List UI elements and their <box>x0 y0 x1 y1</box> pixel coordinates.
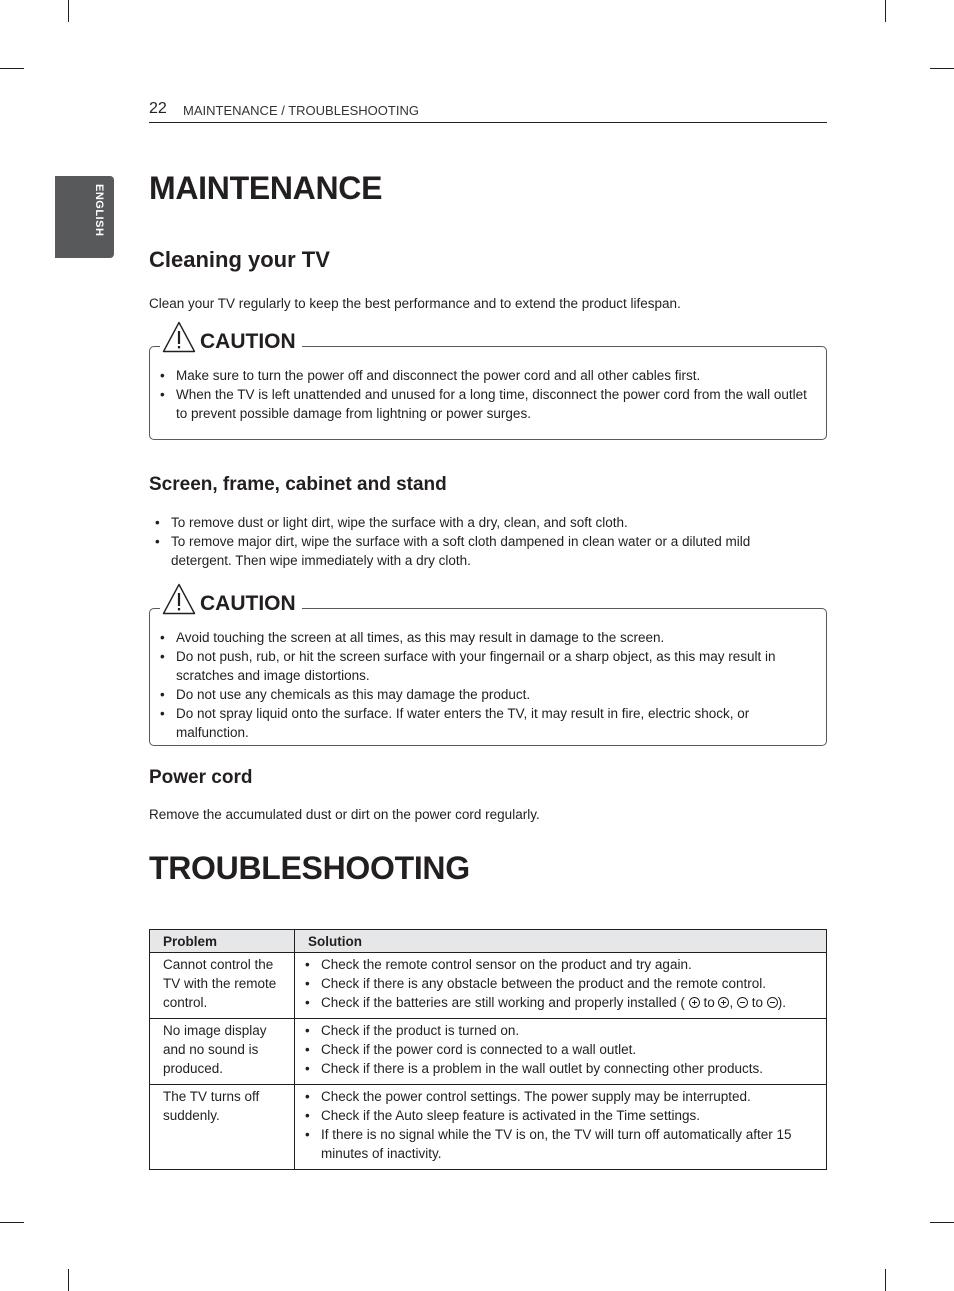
list-item: • To remove dust or light dirt, wipe the surface with a dry, clean, and soft cloth. <box>145 513 805 532</box>
column-header-problem: Problem <box>150 930 295 953</box>
crop-mark <box>885 0 886 22</box>
running-title: MAINTENANCE / TROUBLESHOOTING <box>183 103 419 118</box>
battery-suffix: ). <box>777 995 787 1010</box>
list-item: • Avoid touching the screen at all times, as this may result in damage to the screen. <box>150 628 814 647</box>
problem-cell: The TV turns off suddenly. <box>150 1085 295 1170</box>
list-item: • Check if the Auto sleep feature is activated in the Time settings. <box>299 1106 816 1125</box>
solution-list <box>299 1021 816 1078</box>
caution-label: CAUTION <box>200 330 296 353</box>
table-row <box>150 1019 827 1085</box>
plus-terminal-icon <box>689 997 700 1008</box>
crop-mark <box>930 68 954 69</box>
list-item: • If there is no signal while the TV is on, the TV will turn off automatically after 15 minutes of inactivity. <box>299 1125 816 1163</box>
crop-mark <box>885 1269 886 1291</box>
solution-cell <box>295 1085 827 1170</box>
minus-terminal-icon <box>737 997 748 1008</box>
caution-box-screen <box>149 592 827 746</box>
list-item: • Check if there is any obstacle between the product and the remote control. <box>299 974 816 993</box>
crop-mark <box>0 68 24 69</box>
screen-heading: Screen, frame, cabinet and stand <box>149 474 447 495</box>
language-tab <box>55 176 114 258</box>
crop-mark <box>930 1222 954 1223</box>
table-row <box>150 953 827 1019</box>
list-item: • Check if there is a problem in the wall outlet by connecting other products. <box>299 1059 816 1078</box>
caution-box-cleaning <box>149 330 827 440</box>
warning-icon <box>162 583 196 615</box>
solution-list <box>299 955 816 1012</box>
table-header-row <box>150 930 827 953</box>
maintenance-title: MAINTENANCE <box>149 170 383 206</box>
list-item: • Check if the power cord is connected to a wall outlet. <box>299 1040 816 1059</box>
power-cord-heading: Power cord <box>149 767 253 788</box>
list-item: • Do not spray liquid onto the surface. If water enters the TV, it may result in fire, electric shock, or malfunction. <box>150 704 814 742</box>
list-item: • Do not use any chemicals as this may damage the product. <box>150 685 814 704</box>
troubleshooting-table <box>149 929 827 1170</box>
crop-mark <box>68 1269 69 1291</box>
list-item: • Make sure to turn the power off and disconnect the power cord and all other cables first. <box>150 366 810 385</box>
battery-to: to <box>703 995 715 1010</box>
solution-cell <box>295 1019 827 1085</box>
battery-to: to <box>751 995 764 1010</box>
list-item: • When the TV is left unattended and unused for a long time, disconnect the power cord from the wall outlet to prevent possible damage from lightning or power surges. <box>150 385 810 423</box>
problem-cell: Cannot control the TV with the remote control. <box>150 953 295 1019</box>
warning-icon <box>162 321 196 353</box>
power-cord-text: Remove the accumulated dust or dirt on the power cord regularly. <box>149 807 540 822</box>
page-header <box>149 100 827 123</box>
screen-list <box>145 513 805 570</box>
list-item: • Check if the batteries are still working and properly installed ( to , to ). <box>299 993 816 1012</box>
page-number: 22 <box>149 100 167 117</box>
minus-terminal-icon <box>767 997 778 1008</box>
problem-cell: No image display and no sound is produced. <box>150 1019 295 1085</box>
troubleshooting-title: TROUBLESHOOTING <box>149 850 470 886</box>
list-item: • Check the power control settings. The power supply may be interrupted. <box>299 1087 816 1106</box>
column-header-solution: Solution <box>295 930 827 953</box>
cleaning-intro: Clean your TV regularly to keep the best performance and to extend the product lifespan. <box>149 296 681 311</box>
caution-list <box>150 628 814 742</box>
crop-mark <box>0 1222 24 1223</box>
list-item: • Check if the product is turned on. <box>299 1021 816 1040</box>
battery-text: Check if the batteries are still working and properly installed ( <box>321 995 685 1010</box>
solution-cell <box>295 953 827 1019</box>
table-row <box>150 1085 827 1170</box>
caution-list <box>150 366 810 423</box>
list-item: • Check the remote control sensor on the product and try again. <box>299 955 816 974</box>
caution-label: CAUTION <box>200 592 296 615</box>
caution-header <box>160 321 302 353</box>
caution-header <box>160 583 302 615</box>
solution-list <box>299 1087 816 1163</box>
list-item: • Do not push, rub, or hit the screen surface with your fingernail or a sharp object, as this may result in scratches and image distortions. <box>150 647 814 685</box>
language-tab-label: ENGLISH <box>93 184 105 237</box>
plus-terminal-icon <box>718 997 729 1008</box>
list-item: • To remove major dirt, wipe the surface with a soft cloth dampened in clean water or a diluted mild detergent. Then wipe immediately with a dry cloth. <box>145 532 805 570</box>
crop-mark <box>68 0 69 22</box>
cleaning-heading: Cleaning your TV <box>149 247 330 272</box>
